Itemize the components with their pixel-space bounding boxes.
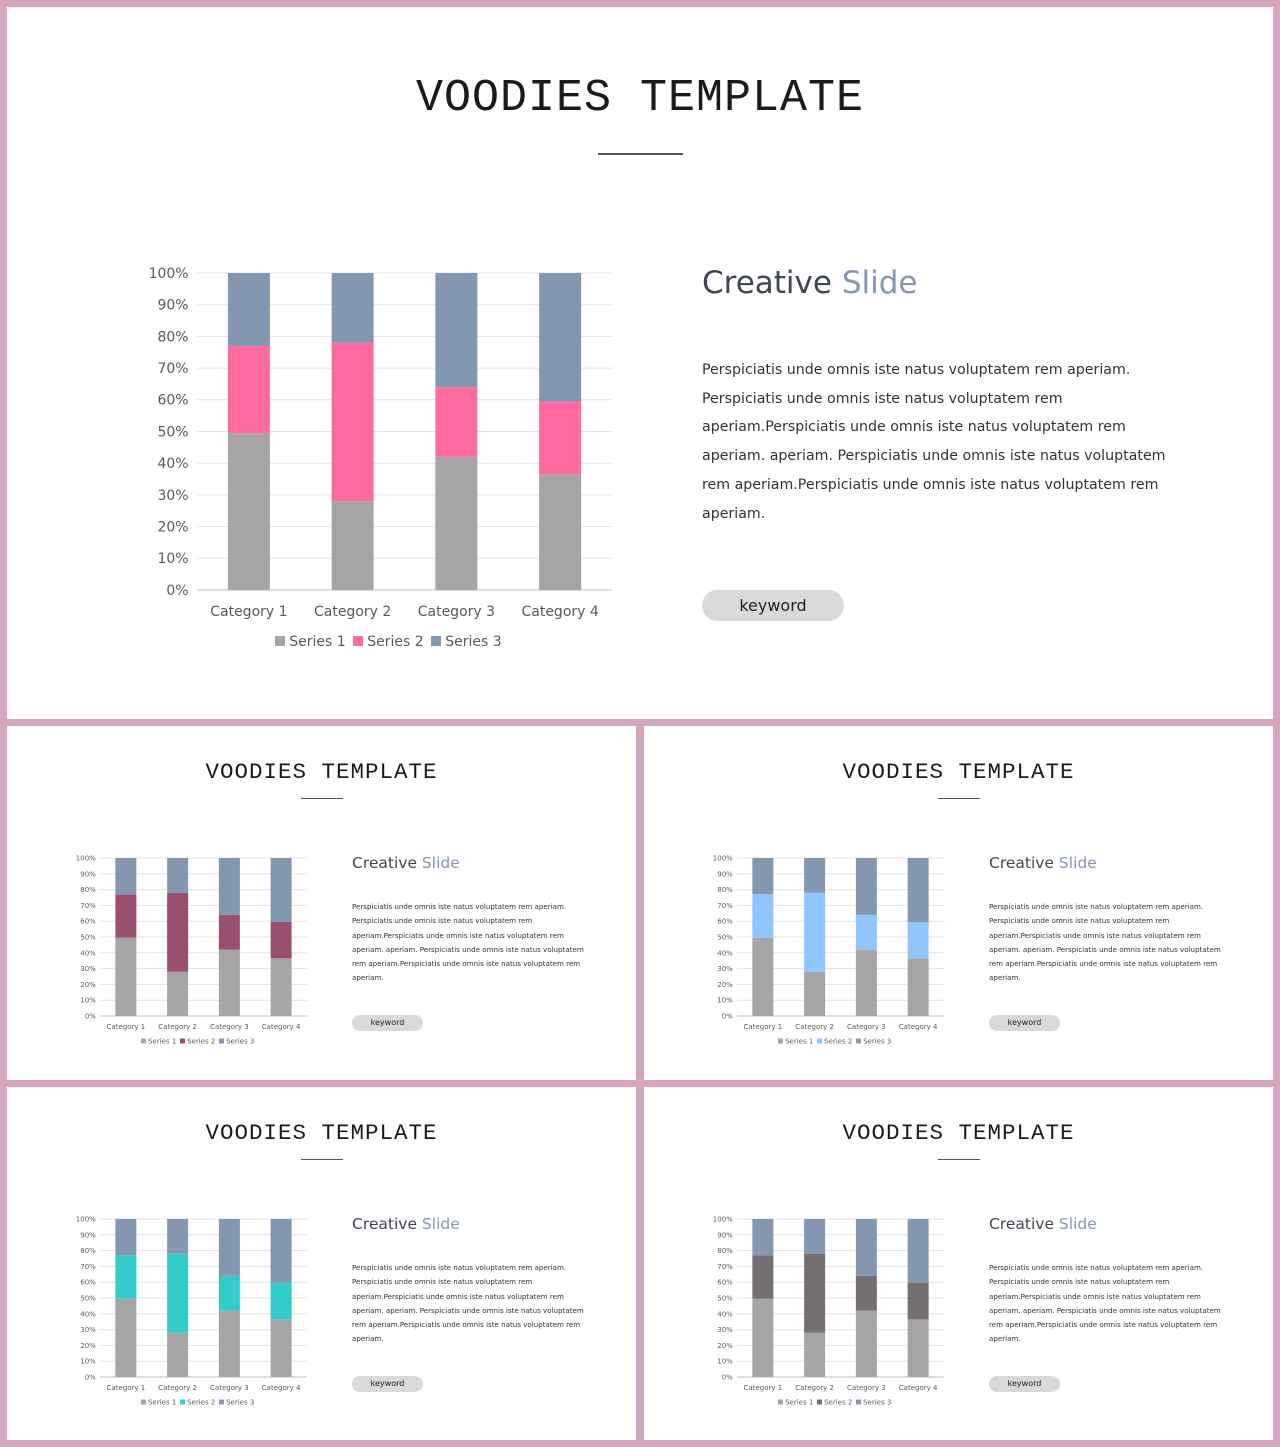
heading-accent: Slide xyxy=(421,1215,460,1233)
x-category-label: Category 1 xyxy=(106,1383,146,1392)
y-tick-label: 100% xyxy=(712,1215,733,1224)
legend-swatch xyxy=(353,636,363,646)
y-tick-label: 30% xyxy=(80,965,96,974)
bar-segment xyxy=(908,1319,929,1377)
x-category-label: Category 2 xyxy=(158,1022,197,1031)
y-tick-label: 80% xyxy=(717,886,733,895)
slide-title: VOODIES TEMPLATE xyxy=(205,1120,438,1146)
thumbnail-slide-3[interactable] xyxy=(7,1087,636,1440)
slide-heading xyxy=(352,1215,460,1233)
slide-title: VOODIES TEMPLATE xyxy=(415,73,865,124)
y-tick-label: 30% xyxy=(717,965,733,974)
slide-title: VOODIES TEMPLATE xyxy=(842,759,1075,785)
slide-title: VOODIES TEMPLATE xyxy=(842,1120,1075,1146)
bar-segment xyxy=(539,474,581,590)
legend-label: Series 1 xyxy=(785,1398,814,1407)
y-tick-label: 70% xyxy=(157,361,189,377)
bar-segment xyxy=(908,958,929,1016)
body-paragraph: Perspiciatis unde omnis iste natus voluptatem rem aperiam. Perspiciatis unde omnis iste natus voluptatem rem aperiam.Perspiciatis unde omnis iste natus voluptatem rem aperiam. aperiam. Perspiciatis unde omnis iste natus voluptatem rem aperiam.Perspiciatis unde omnis iste natus voluptatem rem aperiam. xyxy=(989,902,1221,983)
legend-label: Series 2 xyxy=(187,1398,216,1407)
legend-label: Series 1 xyxy=(785,1037,814,1046)
bar-segment xyxy=(271,1283,292,1319)
bar-segment xyxy=(856,1311,877,1377)
bar-segment xyxy=(332,501,374,590)
bar-segment xyxy=(115,1299,136,1377)
bar-segment xyxy=(228,433,270,590)
bar-segment xyxy=(167,858,188,893)
y-tick-label: 50% xyxy=(717,1294,733,1303)
legend-label: Series 1 xyxy=(289,633,346,650)
y-tick-label: 0% xyxy=(166,582,189,599)
y-tick-label: 10% xyxy=(80,996,96,1005)
bar-segment xyxy=(908,1283,929,1319)
bar-segment xyxy=(856,915,877,950)
bar-segment xyxy=(539,401,581,474)
y-tick-label: 80% xyxy=(717,1247,733,1256)
slide-heading xyxy=(989,1215,1097,1233)
bar-segment xyxy=(908,922,929,958)
y-tick-label: 20% xyxy=(80,1341,96,1350)
legend-swatch xyxy=(856,1039,861,1044)
y-tick-label: 40% xyxy=(80,949,96,958)
stacked-bar-chart xyxy=(7,726,347,1080)
y-tick-label: 10% xyxy=(717,996,733,1005)
y-tick-label: 20% xyxy=(157,519,189,536)
y-tick-label: 90% xyxy=(717,870,733,879)
slide-title: VOODIES TEMPLATE xyxy=(205,759,438,785)
legend-swatch xyxy=(817,1400,822,1405)
legend-swatch xyxy=(431,636,441,646)
x-category-label: Category 3 xyxy=(210,1383,249,1392)
x-category-label: Category 2 xyxy=(795,1383,834,1392)
thumbnail-slide-2[interactable] xyxy=(644,726,1273,1080)
y-tick-label: 40% xyxy=(157,456,189,473)
heading-main: Creative xyxy=(352,854,417,872)
legend-label: Series 2 xyxy=(187,1037,216,1046)
bar-segment xyxy=(167,1219,188,1254)
bar-segment xyxy=(167,1254,188,1333)
stacked-bar-chart xyxy=(644,1087,984,1440)
bar-segment xyxy=(435,457,477,590)
bar-segment xyxy=(115,1219,136,1255)
y-tick-label: 100% xyxy=(148,265,189,282)
bar-segment xyxy=(752,858,773,894)
stacked-bar-chart xyxy=(7,1087,347,1440)
bar-segment xyxy=(115,894,136,937)
bar-segment xyxy=(752,894,773,937)
keyword-button[interactable]: keyword xyxy=(702,590,844,621)
legend-swatch xyxy=(817,1039,822,1044)
y-tick-label: 60% xyxy=(80,1278,96,1287)
y-tick-label: 50% xyxy=(80,933,96,942)
y-tick-label: 40% xyxy=(717,949,733,958)
x-category-label: Category 4 xyxy=(521,603,599,620)
main-slide xyxy=(7,7,1273,719)
keyword-button[interactable]: keyword xyxy=(352,1376,423,1392)
legend-label: Series 3 xyxy=(863,1398,892,1407)
body-paragraph: Perspiciatis unde omnis iste natus voluptatem rem aperiam. Perspiciatis unde omnis iste natus voluptatem rem aperiam.Perspiciatis unde omnis iste natus voluptatem rem aperiam. aperiam. Perspiciatis unde omnis iste natus voluptatem rem aperiam.Perspiciatis unde omnis iste natus voluptatem rem aperiam. xyxy=(989,1263,1221,1344)
body-paragraph: Perspiciatis unde omnis iste natus voluptatem rem aperiam. Perspiciatis unde omnis iste natus voluptatem rem aperiam.Perspiciatis unde omnis iste natus voluptatem rem aperiam. aperiam. Perspiciatis unde omnis iste natus voluptatem rem aperiam.Perspiciatis unde omnis iste natus voluptatem rem aperiam. xyxy=(352,1263,584,1344)
bar-segment xyxy=(228,273,270,346)
bar-segment xyxy=(804,1333,825,1377)
thumbnail-slide-4[interactable] xyxy=(644,1087,1273,1440)
y-tick-label: 70% xyxy=(80,1262,96,1271)
y-tick-label: 30% xyxy=(717,1326,733,1335)
y-tick-label: 90% xyxy=(157,297,189,314)
legend-swatch xyxy=(778,1039,783,1044)
y-tick-label: 70% xyxy=(717,1262,733,1271)
y-tick-label: 20% xyxy=(80,980,96,989)
bar-segment xyxy=(167,1333,188,1377)
x-category-label: Category 2 xyxy=(795,1022,834,1031)
legend-swatch xyxy=(141,1400,146,1405)
legend-label: Series 2 xyxy=(824,1398,853,1407)
y-tick-label: 50% xyxy=(157,424,189,441)
heading-accent: Slide xyxy=(421,854,460,872)
bar-segment xyxy=(115,1255,136,1298)
x-category-label: Category 2 xyxy=(158,1383,197,1392)
bar-segment xyxy=(219,950,240,1016)
legend-label: Series 2 xyxy=(367,633,424,650)
x-category-label: Category 1 xyxy=(743,1022,783,1031)
heading-main: Creative xyxy=(352,1215,417,1233)
x-category-label: Category 3 xyxy=(417,603,496,620)
bar-segment xyxy=(804,1254,825,1333)
y-tick-label: 60% xyxy=(717,917,733,926)
bar-segment xyxy=(752,1255,773,1298)
x-category-label: Category 2 xyxy=(313,603,392,620)
body-paragraph: Perspiciatis unde omnis iste natus voluptatem rem aperiam. Perspiciatis unde omnis iste natus voluptatem rem aperiam.Perspiciatis unde omnis iste natus voluptatem rem aperiam. aperiam. Perspiciatis unde omnis iste natus voluptatem rem aperiam.Perspiciatis unde omnis iste natus voluptatem rem aperiam. xyxy=(702,362,1166,522)
x-category-label: Category 4 xyxy=(261,1022,301,1031)
bar-segment xyxy=(804,972,825,1016)
bar-segment xyxy=(908,1219,929,1283)
legend-swatch xyxy=(778,1400,783,1405)
legend-label: Series 3 xyxy=(863,1037,892,1046)
bar-segment xyxy=(856,1219,877,1276)
heading-accent: Slide xyxy=(1058,1215,1097,1233)
heading-accent: Slide xyxy=(1058,854,1097,872)
bar-segment xyxy=(271,958,292,1016)
legend-swatch xyxy=(180,1400,185,1405)
heading-main: Creative xyxy=(989,854,1054,872)
bar-segment xyxy=(219,1219,240,1276)
y-tick-label: 40% xyxy=(717,1310,733,1319)
keyword-button[interactable]: keyword xyxy=(989,1376,1060,1392)
y-tick-label: 80% xyxy=(157,329,189,346)
stacked-bar-chart xyxy=(644,726,984,1080)
bar-segment xyxy=(219,858,240,915)
bar-segment xyxy=(856,858,877,915)
x-category-label: Category 1 xyxy=(106,1022,146,1031)
bar-segment xyxy=(271,922,292,958)
y-tick-label: 90% xyxy=(80,870,96,879)
keyword-button[interactable]: keyword xyxy=(989,1015,1060,1031)
y-tick-label: 50% xyxy=(717,933,733,942)
y-tick-label: 0% xyxy=(84,1373,96,1382)
heading-main: Creative xyxy=(702,265,832,301)
y-tick-label: 100% xyxy=(75,854,96,863)
bar-segment xyxy=(115,858,136,894)
legend-swatch xyxy=(219,1400,224,1405)
slide-heading xyxy=(352,854,460,872)
bar-segment xyxy=(856,1276,877,1311)
y-tick-label: 90% xyxy=(80,1231,96,1240)
bar-segment xyxy=(271,1219,292,1283)
y-tick-label: 30% xyxy=(157,487,189,504)
bar-segment xyxy=(219,915,240,950)
bar-segment xyxy=(804,858,825,893)
y-tick-label: 40% xyxy=(80,1310,96,1319)
y-tick-label: 20% xyxy=(717,980,733,989)
bar-segment xyxy=(752,1219,773,1255)
legend-label: Series 3 xyxy=(226,1398,255,1407)
y-tick-label: 60% xyxy=(157,392,189,409)
bar-segment xyxy=(332,343,374,502)
legend-label: Series 1 xyxy=(148,1037,177,1046)
x-category-label: Category 4 xyxy=(261,1383,301,1392)
thumbnail-slide-1[interactable] xyxy=(7,726,636,1080)
legend-swatch xyxy=(856,1400,861,1405)
y-tick-label: 50% xyxy=(80,1294,96,1303)
heading-accent: Slide xyxy=(841,265,918,301)
bar-segment xyxy=(167,972,188,1016)
keyword-button[interactable]: keyword xyxy=(352,1015,423,1031)
y-tick-label: 80% xyxy=(80,886,96,895)
x-category-label: Category 3 xyxy=(210,1022,249,1031)
stacked-bar-chart xyxy=(7,7,707,719)
bar-segment xyxy=(271,858,292,922)
bar-segment xyxy=(219,1311,240,1377)
slide-heading xyxy=(702,265,917,301)
bar-segment xyxy=(752,938,773,1016)
bar-segment xyxy=(167,893,188,972)
y-tick-label: 10% xyxy=(80,1357,96,1366)
y-tick-label: 10% xyxy=(717,1357,733,1366)
y-tick-label: 0% xyxy=(721,1012,733,1021)
bar-segment xyxy=(804,1219,825,1254)
bar-segment xyxy=(115,938,136,1016)
bar-segment xyxy=(908,858,929,922)
bar-segment xyxy=(332,273,374,343)
legend-swatch xyxy=(219,1039,224,1044)
legend-label: Series 1 xyxy=(148,1398,177,1407)
bar-segment xyxy=(752,1299,773,1377)
x-category-label: Category 1 xyxy=(743,1383,783,1392)
legend-label: Series 3 xyxy=(226,1037,255,1046)
bar-segment xyxy=(539,273,581,401)
legend-label: Series 2 xyxy=(824,1037,853,1046)
heading-main: Creative xyxy=(989,1215,1054,1233)
legend-swatch xyxy=(275,636,285,646)
bar-segment xyxy=(271,1319,292,1377)
y-tick-label: 70% xyxy=(80,901,96,910)
legend-label: Series 3 xyxy=(445,633,502,650)
y-tick-label: 20% xyxy=(717,1341,733,1350)
x-category-label: Category 3 xyxy=(847,1022,886,1031)
y-tick-label: 60% xyxy=(80,917,96,926)
y-tick-label: 30% xyxy=(80,1326,96,1335)
bar-segment xyxy=(856,950,877,1016)
x-category-label: Category 3 xyxy=(847,1383,886,1392)
bar-segment xyxy=(435,387,477,457)
y-tick-label: 70% xyxy=(717,901,733,910)
y-tick-label: 100% xyxy=(75,1215,96,1224)
bar-segment xyxy=(219,1276,240,1311)
x-category-label: Category 1 xyxy=(210,603,288,620)
y-tick-label: 80% xyxy=(80,1247,96,1256)
y-tick-label: 100% xyxy=(712,854,733,863)
y-tick-label: 60% xyxy=(717,1278,733,1287)
y-tick-label: 0% xyxy=(84,1012,96,1021)
bar-segment xyxy=(228,346,270,433)
x-category-label: Category 4 xyxy=(898,1022,938,1031)
legend-swatch xyxy=(180,1039,185,1044)
y-tick-label: 10% xyxy=(157,551,189,568)
y-tick-label: 90% xyxy=(717,1231,733,1240)
x-category-label: Category 4 xyxy=(898,1383,938,1392)
bar-segment xyxy=(804,893,825,972)
body-paragraph: Perspiciatis unde omnis iste natus voluptatem rem aperiam. Perspiciatis unde omnis iste natus voluptatem rem aperiam.Perspiciatis unde omnis iste natus voluptatem rem aperiam. aperiam. Perspiciatis unde omnis iste natus voluptatem rem aperiam.Perspiciatis unde omnis iste natus voluptatem rem aperiam. xyxy=(352,902,584,983)
bar-segment xyxy=(435,273,477,387)
legend-swatch xyxy=(141,1039,146,1044)
slide-heading xyxy=(989,854,1097,872)
y-tick-label: 0% xyxy=(721,1373,733,1382)
